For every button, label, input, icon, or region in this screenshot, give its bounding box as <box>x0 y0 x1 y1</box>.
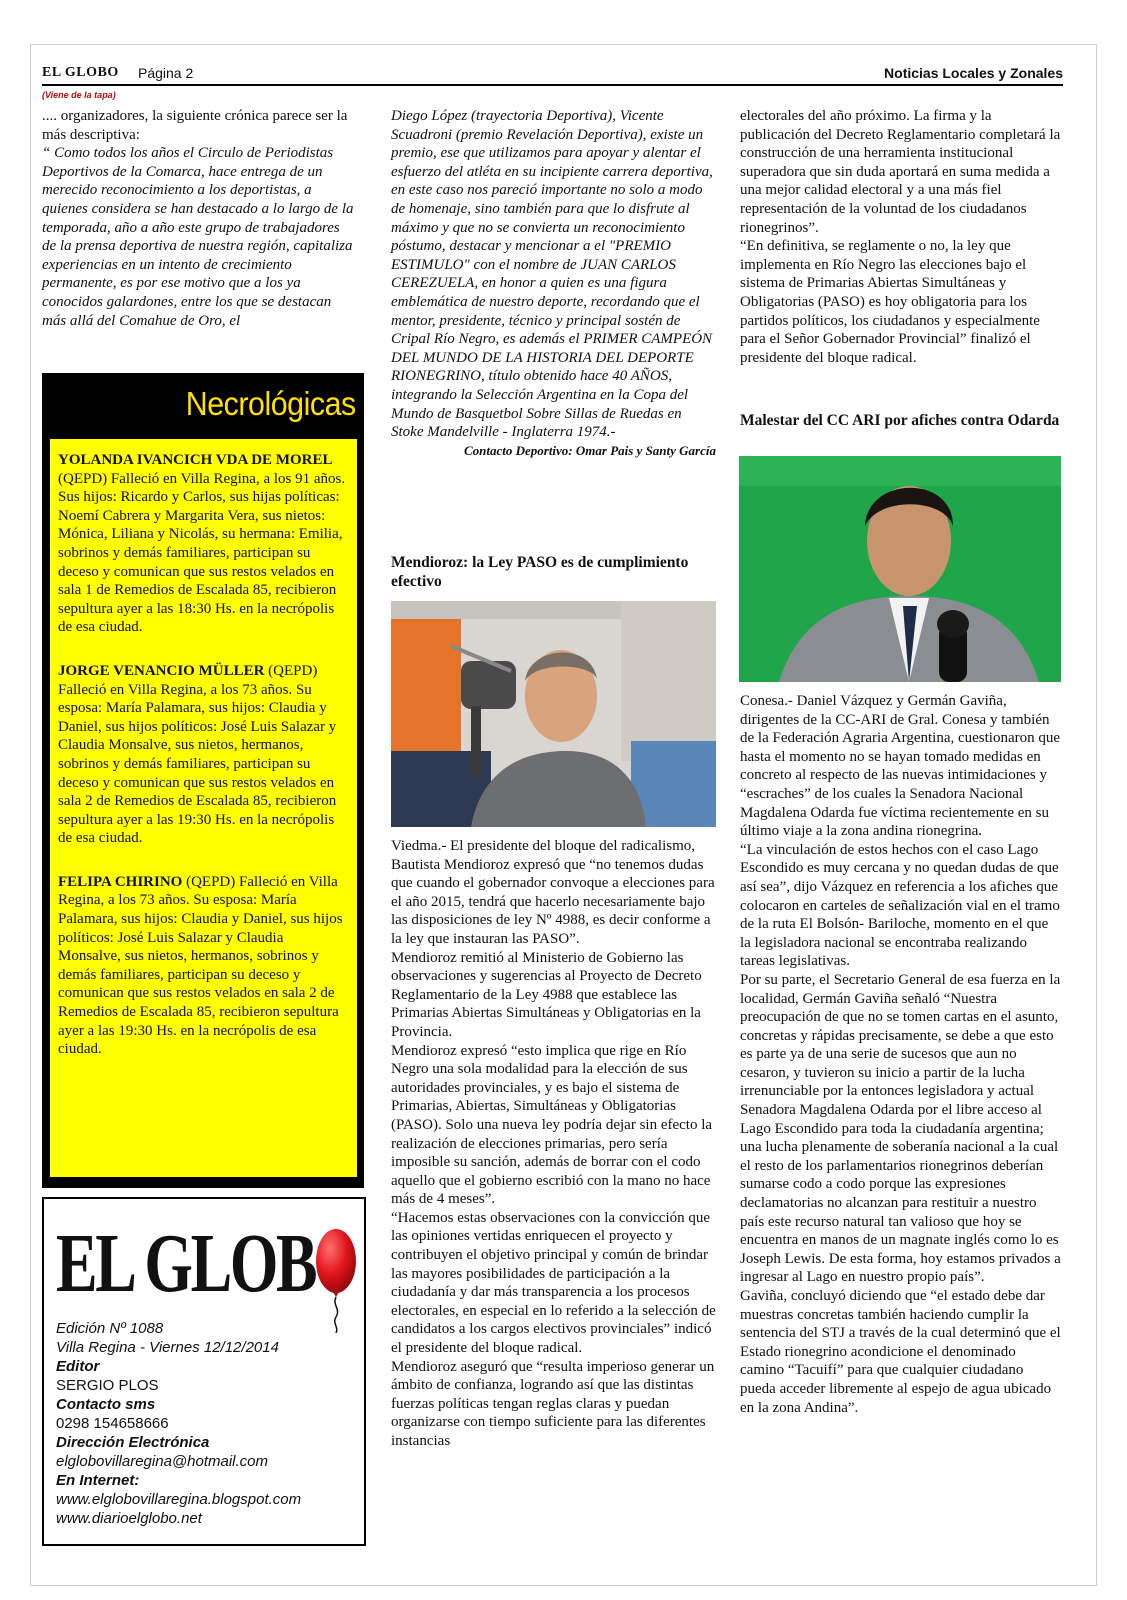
masthead-info <box>56 1319 356 1528</box>
photo-mendioroz <box>391 601 716 827</box>
article-continuation: Diego López (trayectoria Deportiva), Vicente Scuadroni (premio Revelación Deportiva), existe un premio, ese que utilizamos para apoyar y alentar el esfuerzo del atléta en su incipiente carrera deportiva, en este caso nos pareció importante no solo a modo de homenaje, sino también para que lo disfrute al máximo y que no se convierta un reconocimiento póstumo, destacar y mencionar a el "PREMIO ESTIMULO" con el nombre de JUAN CARLOS CEREZUELA, en honor a quien es una figura emblemática de nuestro deporte, recordando que el mentor, presidente, técnico y principal sostén de Cripal Río Negro, es además el PRIMER CAMPEÓN DEL MUNDO DE LA HISTORIA DEL DEPORTE RIONEGRINO, título obtenido hace 40 AÑOS, integrando la Selección Argentina en la Copa del Mundo de Basquetbol Sobre Sillas de Ruedas en Stoke Mandelville - Inglaterra 1974.- <box>391 108 713 441</box>
el-globo-logo <box>56 1211 356 1329</box>
internet-label: En Internet: <box>56 1472 140 1489</box>
necrologicas-panel <box>50 439 357 1177</box>
paragraph: Conesa.- Daniel Vázquez y Germán Gaviña, dirigentes de la CC-ARI de Gral. Conesa y también de la Federación Agraria Argentina, cuestionaron que hasta el momento no se hayan tomado medidas en concreto al respecto de las nuevas intimidaciones y “escraches” de los cuales la Senadora Nacional Magdalena Odarda fue víctima recientemente en su último viaje a la zona andina rionegrina. <box>740 693 1061 840</box>
edicion: Edición Nº 1088 <box>56 1320 164 1337</box>
headline-mendioroz: Mendioroz: la Ley PASO es de cumplimiento efectivo <box>391 554 689 590</box>
necro-name: FELIPA CHIRINO <box>58 873 183 890</box>
paragraph: Gaviña, concluyó diciendo que “el estado debe dar muestras concretas también haciendo cumplir la sentencia del STJ a través de la cual determinó que el Estado rionegrino acondicione el denominado camino “Tacuifí” para que cualquier ciudadano pueda acceder libremente al espejo de agua ubicado en la zona Andina”. <box>740 1288 1061 1416</box>
article-quote: “ Como todos los años el Circulo de Periodistas Deportivos de la Comarca, hace entrega de un merecido reconocimiento a los deportistas, a quienes considera se han destacado a lo largo de la temporada, año a año este grupo de trabajadores de la prensa deportiva de nuestra región, capitaliza experiencias en un intento de crecimiento permanente, es por ese motivo que a los ya conocidos galardones, entre los que se destacan más allá del Comahue de Oro, el <box>42 145 354 329</box>
editor-label: Editor <box>56 1358 100 1375</box>
necro-qepd: (QEPD) <box>58 470 108 487</box>
masthead-box <box>42 1197 366 1546</box>
section-title: Noticias Locales y Zonales <box>884 65 1063 81</box>
paragraph: “La vinculación de estos hechos con el caso Lago Escondido es muy cercana y no quedan dudas de que así sea”, dijo Vázquez en referencia a los afiches que colocaron en carteles de señalización vial en el tramo de la ruta El Bolsón- Bariloche, momento en el que la legisladora nacional se encontraba realizando tareas legislativas. <box>740 841 1060 970</box>
necrologicas-title: Necrológicas <box>186 385 356 422</box>
paragraph: Mendioroz expresó “esto implica que rige en Río Negro una sola modalidad para la elección de sus autoridades provinciales, y es bajo el sistema de Primarias, Abiertas, Simultáneas y Obligatorias (PASO). Solo una nueva ley podría dejar sin efecto la realización de elecciones primarias, pero sería imposible su sanción, además de borrar con el codo aquello que el gobierno escribió con la mano no hace más de 4 meses”. <box>391 1042 713 1208</box>
article-cc-ari-body <box>740 692 1062 1417</box>
necro-text: Falleció en Villa Regina, a los 73 años. Su esposa: María Palamara, sus hijos: Claudia y Daniel, sus hijos políticos: José Luis Salazar y Claudia Monsalve, sus nietos, hermanos, sobrinos y demás familiares, participan su deceso y comunican que sus restos velados en sala 2 de Remedios de Escalada 85, recibieron sepultura ayer a las 19:30 Hs. en la necrópolis de esa ciudad. <box>58 873 343 1058</box>
column-2 <box>391 107 716 460</box>
balloon-icon <box>314 1223 360 1333</box>
paragraph: Viedma.- El presidente del bloque del radicalismo, Bautista Mendioroz expresó que “no tenemos dudas que cuando el gobernador convoque a elecciones para el año 2015, tendrá que hacerlo necesariamente bajo las disposiciones de ley Nº 4988, es decir conforme a la ley que instauran las PASO”. <box>391 838 715 947</box>
necro-text: Falleció en Villa Regina, a los 91 años. Sus hijos: Ricardo y Carlos, sus hijas políticas: Noemí Cabrera y Margarita Vera, sus nietos: Mónica, Liliana y Nicolás, su hermana: Emilia, sobrinos y demás familiares, participan su deceso y comunican que sus restos velados en sala 1 de Remedios de Escalada 85, recibieron sepultura ayer a las 18:30 Hs. en la necrópolis de esa ciudad. <box>58 470 346 636</box>
article-mendioroz-body <box>391 837 716 1451</box>
necro-entry <box>58 451 350 637</box>
contacto-phone: 0298 154658666 <box>56 1415 169 1432</box>
editor-name: SERGIO PLOS <box>56 1377 159 1394</box>
paragraph: Mendioroz aseguró que “resulta imperioso generar un ámbito de confianza, logrando así que las distintas fuerzas políticas tengan reglas claras y puedan organizarse con tiempo suficiente para las diferentes instancias <box>391 1358 715 1449</box>
email-label: Dirección Electrónica <box>56 1434 210 1451</box>
paragraph: “En definitiva, se reglamente o no, la ley que implementa en Río Negro las elecciones bajo el sistema de Primarias Abiertas Simultáneas y Obligatorias (PASO) es hoy obligatoria para los partidos políticos, los ciudadanos y especialmente para el Señor Gobernador Provincial” finalizó el presidente del bloque radical. <box>740 238 1040 366</box>
column-3 <box>740 107 1062 367</box>
necro-name: JORGE VENANCIO MÜLLER <box>58 662 265 679</box>
necro-text: Falleció en Villa Regina, a los 73 años. Su esposa: María Palamara, sus hijos: Claudia y Daniel, sus hijos políticos: José Luis Salazar y Claudia Monsalve, sus nietos, hermanos, sobrinos y demás familiares, participan su deceso y comunican que sus restos velados en sala 2 de Remedios de Escalada 85, recibieron sepultura ayer a las 19:30 Hs. en la necrópolis de esa ciudad. <box>58 681 337 847</box>
necro-qepd: (QEPD) <box>182 873 236 890</box>
paragraph: electorales del año próximo. La firma y la publicación del Decreto Reglamentario completará la construcción de una herramienta institucional superadora que sin duda aportará en suma medida a una mejor calidad electoral y a una más fiel representación de la voluntad de los ciudadanos rionegrinos”. <box>740 108 1061 236</box>
web-link-blogspot[interactable]: www.elglobovillaregina.blogspot.com <box>56 1491 302 1508</box>
paragraph: “Hacemos estas observaciones con la convicción que las opiniones vertidas enriquecen el proyecto y contribuyen el objetivo principal y común de brindar las mayores posibilidades de participación a la ciudadanía y dar más transparencia a los procesos electorales, en especial en lo referido a la selección de candidatos a los cargos electivos provinciales” indicó el presidente del bloque radical. <box>391 1209 716 1357</box>
paragraph: Mendioroz remitió al Ministerio de Gobierno las observaciones y sugerencias al Proyecto de Decreto Reglamentario de la Ley 4988 que establece las Primarias Abiertas Simultáneas y Obligatorias en la Provincia. <box>391 949 702 1040</box>
photo-vazquez <box>739 456 1061 682</box>
web-link-diario[interactable]: www.diarioelglobo.net <box>56 1510 202 1527</box>
necro-entry <box>58 873 350 1059</box>
logo-text: EL GLOB <box>56 1217 316 1310</box>
article-intro: .... organizadores, la siguiente crónica parece ser la más descriptiva: <box>42 108 348 143</box>
headline-cc-ari: Malestar del CC ARI por afiches contra Odarda <box>740 412 1060 429</box>
column-1 <box>42 107 354 330</box>
viene-de-tapa: (Viene de la tapa) <box>42 90 116 100</box>
email-link[interactable]: elglobovillaregina@hotmail.com <box>56 1453 268 1470</box>
contacto-label: Contacto sms <box>56 1396 156 1413</box>
lugar-fecha: Villa Regina - Viernes 12/12/2014 <box>56 1339 279 1356</box>
necrologicas-box <box>42 373 364 1188</box>
necro-entry <box>58 662 350 848</box>
necro-name: YOLANDA IVANCICH VDA DE MOREL <box>58 452 333 468</box>
page-number: Página 2 <box>138 65 194 81</box>
page-header <box>42 64 1063 86</box>
paper-name: EL GLOBO <box>42 65 119 80</box>
necro-qepd: (QEPD) <box>264 662 318 679</box>
paragraph: Por su parte, el Secretario General de esa fuerza en la localidad, Germán Gaviña señaló “Nuestra preocupación de que no se tomen cartas en el asunto, concretas y rápidas precisamente, se debe a que esto es parte ya de una serie de sucesos que aun no cesaron, y tuvieron su inicio a partir de la lucha irrenunciable por la entonces legisladora y actual Senadora Magdalena Odarda por el libre acceso al Lago Escondido para toda la ciudadanía argentina; una lucha plenamente de soberanía nacional a la cual el resto de los parlamentarios rionegrinos deberían sumarse codo a codo porque las expresiones declamatorias no alcanzan para restituir a nuestro país este recurso natural tan valioso que hoy se encuentra en manos de un magnate inglés como lo es Joseph Lewis. De esta forma, hoy estamos privados a ingresar al Lago en nuestro propio país”. <box>740 971 1061 1286</box>
contacto-deportivo: Contacto Deportivo: Omar Pais y Santy García <box>463 442 716 458</box>
